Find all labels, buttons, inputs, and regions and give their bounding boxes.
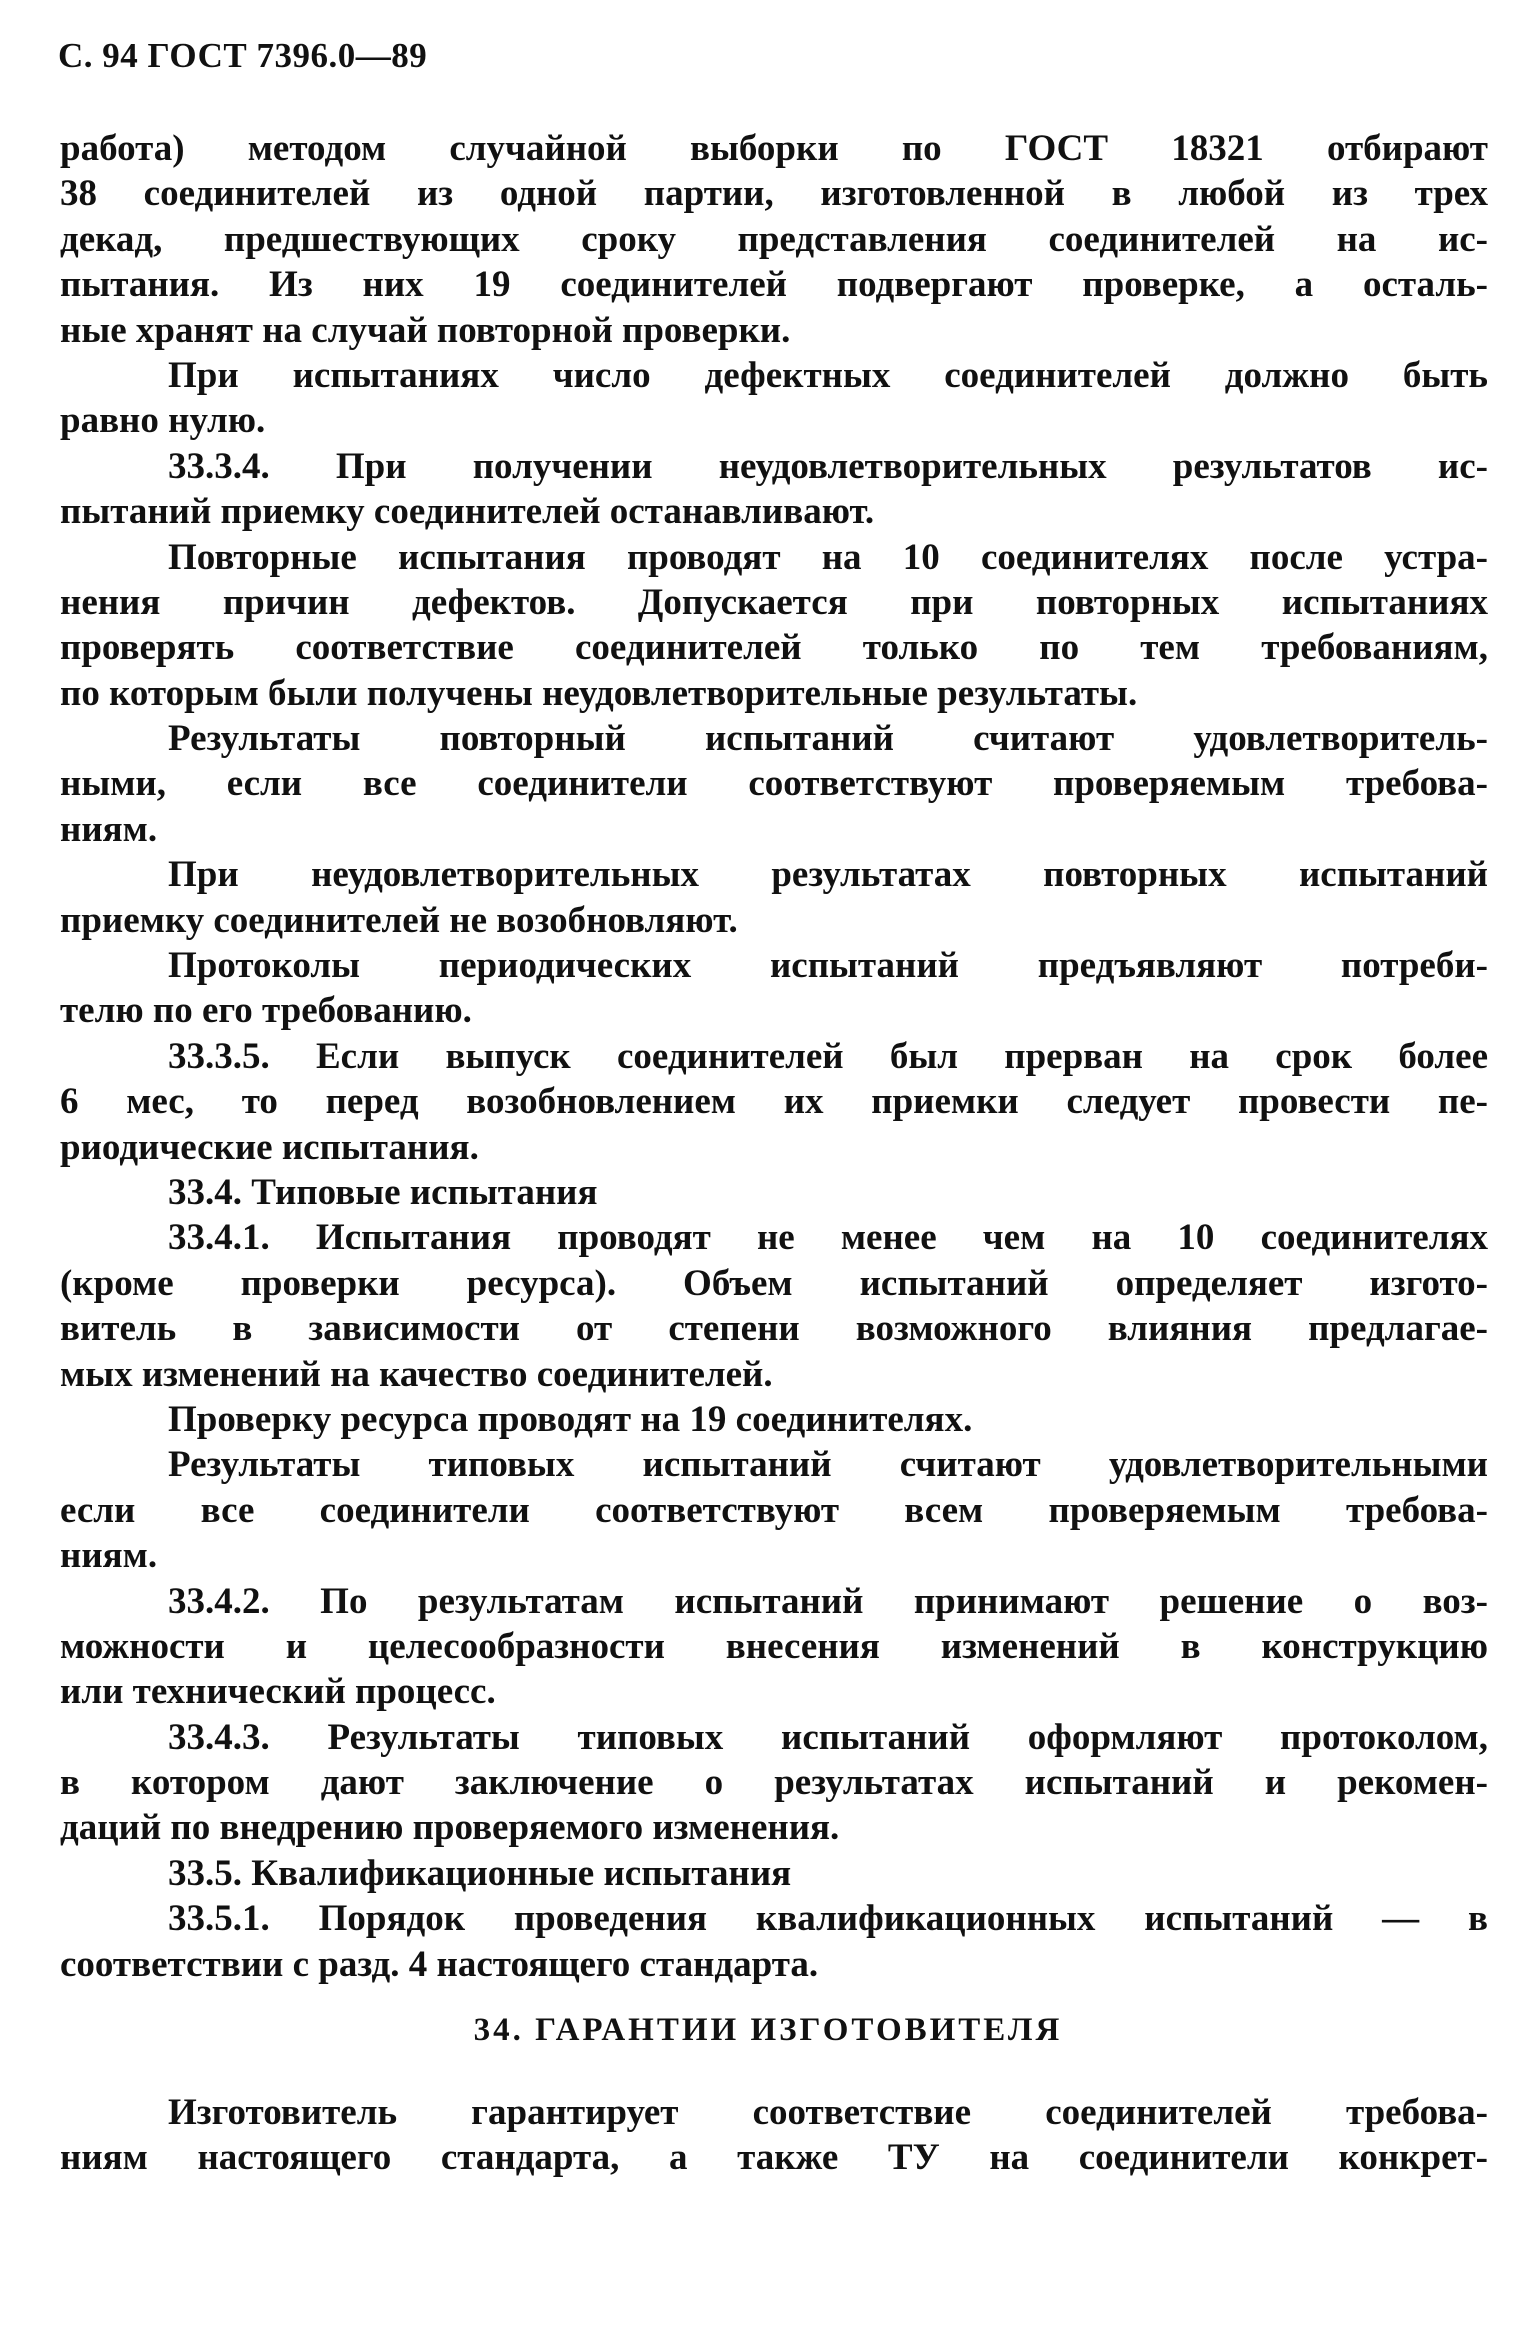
text-line: 6 мес, то перед возобновлением их приемки следует провести пе- [60,1081,1488,1123]
text-line: (кроме проверки ресурса). Объем испытаний определяет изгото- [60,1262,1488,1304]
text-line: При испытаниях число дефектных соединителей должно быть [168,354,1488,396]
text-line: 33.4.2. По результатам испытаний принимают решение о воз- [168,1580,1488,1622]
closing-paragraph [60,2090,1488,2181]
text-line: работа) методом случайной выборки по ГОСТ 18321 отбирают [60,128,1488,169]
text-line: проверять соответствие соединителей только по тем требованиям, [60,627,1488,669]
text-line: ные хранят на случай повторной проверки. [60,309,791,351]
text-line: 33.4.3. Результаты типовых испытаний оформляют протоколом, [168,1716,1488,1758]
text-line: 38 соединителей из одной партии, изготовленной в любой из трех [60,173,1488,215]
text-line: приемку соединителей не возобновляют. [60,899,738,941]
text-line: Протоколы периодических испытаний предъявляют потреби- [168,945,1488,987]
text-line: ниям. [60,808,158,850]
text-line: если все соединители соответствуют всем проверяемым требова- [60,1489,1488,1531]
text-line: ниям. [60,1535,158,1577]
text-line: Изготовитель гарантирует соответствие соединителей требова- [168,2092,1488,2133]
text-line: мых изменений на качество соединителей. [60,1353,773,1395]
text-line: равно нулю. [60,400,266,442]
text-line: соответствии с разд. 4 настоящего стандарта. [60,1943,819,1985]
text-line: нения причин дефектов. Допускается при повторных испытаниях [60,581,1488,623]
text-line: 33.5. Квалификационные испытания [168,1852,792,1894]
text-line: риодические испытания. [60,1126,479,1168]
page-header: С. 94 ГОСТ 7396.0—89 [58,36,428,75]
text-line: Повторные испытания проводят на 10 соединителях после устра- [168,536,1488,578]
text-line: телю по его требованию. [60,990,472,1032]
text-line: пытаний приемку соединителей останавливают. [60,491,875,533]
text-line: Результаты типовых испытаний считают удовлетворительными [168,1444,1488,1486]
text-line: При неудовлетворительных результатах повторных испытаний [168,854,1488,896]
text-line: можности и целесообразности внесения изменений в конструкцию [60,1625,1488,1667]
text-line: витель в зависимости от степени возможного влияния предлагае- [60,1308,1488,1350]
text-line: декад, предшествующих сроку представления соединителей на ис- [60,218,1488,260]
text-line: в котором дают заключение о результатах испытаний и рекомен- [60,1762,1488,1804]
text-line: 33.4.1. Испытания проводят не менее чем на 10 соединителях [168,1217,1488,1259]
text-line: 33.4. Типовые испытания [168,1171,598,1213]
text-line: по которым были получены неудовлетворительные результаты. [60,672,1138,714]
text-line: 33.3.4. При получении неудовлетворительных результатов ис- [168,445,1488,487]
text-line: или технический процесс. [60,1671,496,1713]
text-line: даций по внедрению проверяемого изменения. [60,1807,840,1849]
section-title: 34. ГАРАНТИИ ИЗГОТОВИТЕЛЯ [473,2012,1063,2048]
text-line: 33.3.5. Если выпуск соединителей был прерван на срок более [168,1035,1488,1077]
text-line: пытания. Из них 19 соединителей подвергают проверке, а осталь- [60,264,1488,306]
text-line: 33.5.1. Порядок проведения квалификационных испытаний — в [168,1898,1488,1940]
text-line: ными, если все соединители соответствуют проверяемым требова- [60,763,1488,805]
text-line: Проверку ресурса проводят на 19 соединителях. [168,1398,973,1440]
text-line: Результаты повторный испытаний считают удовлетворитель- [168,718,1488,760]
text-line: ниям настоящего стандарта, а также ТУ на соединители конкрет- [60,2137,1488,2179]
body-text [60,126,1488,1987]
